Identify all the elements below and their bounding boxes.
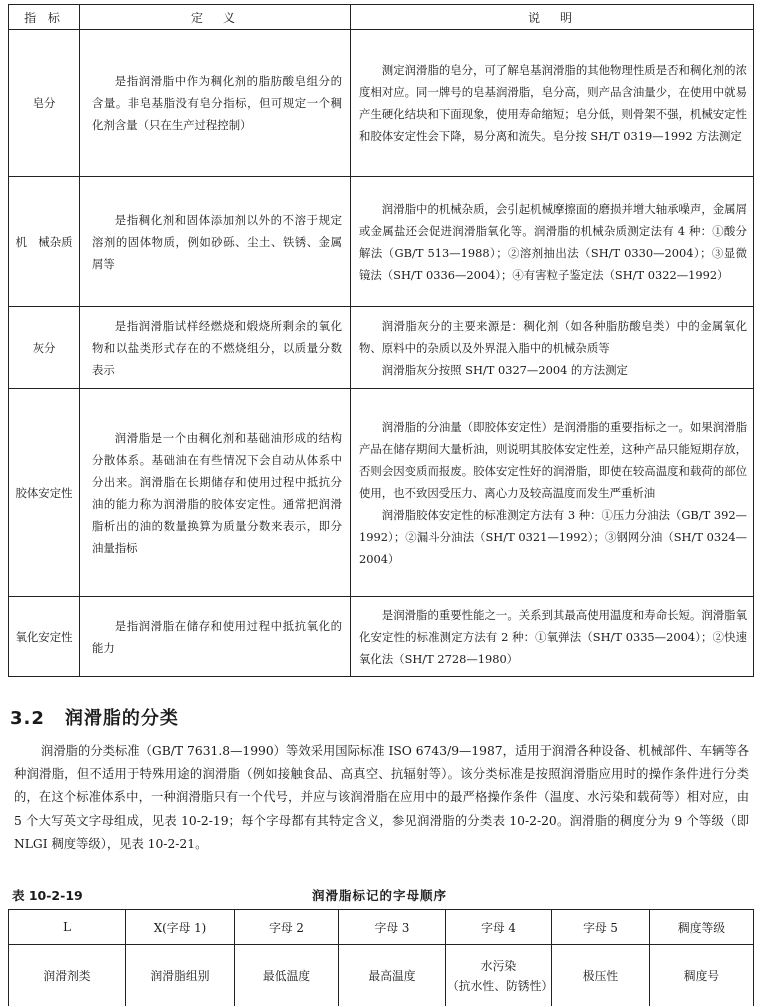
letter-cell: 极压性 [552,945,650,1007]
table-header-row [9,5,754,30]
row-indicator: 胶体安定性 [9,389,80,597]
letter-header-cell: X(字母 1) [126,910,235,945]
header-definition: 定 义 [80,5,351,30]
letter-header-cell: 字母 4 [446,910,552,945]
grease-indicator-table [8,4,754,677]
letter-table-header-row [9,910,754,945]
grease-letter-order-table [8,909,754,1006]
letter-header-cell: 稠度等级 [650,910,754,945]
row-definition: 润滑脂是一个由稠化剂和基础油形成的结构分散体系。基础油在有些情况下会自动从体系中分出来。润滑脂在长期储存和使用过程中抵抗分油的能力称为润滑脂的胶体安定性。通常把润滑脂析出的油的数量换算为质量分数来表示，即分油量指标 [80,389,351,597]
row-explanation [351,307,754,389]
table-row [9,177,754,307]
letter-header-cell: 字母 3 [339,910,446,945]
letter-cell-line: 水污染 [480,958,517,973]
letter-header-cell: L [9,910,126,945]
row-indicator: 灰分 [9,307,80,389]
row-definition: 是指稠化剂和固体添加剂以外的不溶于规定溶剂的固体物质，例如砂砾、尘土、铁锈、金属屑等 [80,177,351,307]
section-number: 3.2 [10,708,45,729]
row-explanation: 测定润滑脂的皂分，可了解皂基润滑脂的其他物理性质是否和稠化剂的浓度相对应。同一牌号的皂基润滑脂，皂分高，则产品含油量少，在使用中就易产生硬化结块和下面现象，使用寿命缩短；皂分低，则骨架不强，机械安定性和胶体安定性会下降，易分离和流失。皂分按 SH/T 0319—1992 方法测定 [351,30,754,177]
table-row [9,307,754,389]
letter-header-cell: 字母 5 [552,910,650,945]
section-title: 润滑脂的分类 [64,708,179,729]
row-indicator: 氧化安定性 [9,597,80,677]
row-definition: 是指润滑脂在储存和使用过程中抵抗氧化的能力 [80,597,351,677]
table-row [9,30,754,177]
header-indicator: 指 标 [9,5,80,30]
header-explanation: 说 明 [351,5,754,30]
row-explanation [351,389,754,597]
table-caption-title: 润滑脂标记的字母顺序 [312,888,448,903]
row-definition: 是指润滑脂试样经燃烧和煅烧所剩余的氧化物和以盐类形式存在的不燃烧组分，以质量分数表示 [80,307,351,389]
row-indicator: 机 械杂质 [9,177,80,307]
letter-cell: 最高温度 [339,945,446,1007]
letter-cell-line: （抗水性、防锈性） [447,978,554,993]
explanation-paragraph: 润滑脂灰分按照 SH/T 0327—2004 的方法测定 [381,362,628,377]
explanation-paragraph: 润滑脂灰分的主要来源是：稠化剂（如各种脂肪酸皂类）中的金属氧化物、原料中的杂质以及外界混入脂中的机械杂质等 [359,318,747,355]
row-definition: 是指润滑脂中作为稠化剂的脂肪酸皂组分的含量。非皂基脂没有皂分指标，但可规定一个稠化剂含量（只在生产过程控制） [80,30,351,177]
row-explanation: 是润滑脂的重要性能之一。关系到其最高使用温度和寿命长短。润滑脂氧化安定性的标准测定方法有 2 种：①氧弹法（SH/T 0335—2004）；②快速氧化法（SH/T 2728—1980） [351,597,754,677]
letter-cell: 润滑剂类 [9,945,126,1007]
letter-cell [446,945,552,1007]
explanation-paragraph: 润滑脂的分油量（即胶体安定性）是润滑脂的重要指标之一。如果润滑脂产品在储存期间大量析油，则说明其胶体安定性差，这种产品只能短期存放，否则会因变质而报废。胶体安定性好的润滑脂，即使在较高温度和载荷的部位使用，也不致因受压力、离心力及较高温度而发生严重析油 [359,419,747,500]
table-row [9,597,754,677]
row-indicator: 皂分 [9,30,80,177]
explanation-paragraph: 润滑脂胶体安定性的标准测定方法有 3 种：①压力分油法（GB/T 392—1992）；②漏斗分油法（SH/T 0321—1992）；③钢网分油（SH/T 0324—2004） [359,507,747,566]
section-body-paragraph: 润滑脂的分类标准（GB/T 7631.8—1990）等效采用国际标准 ISO 6743/9—1987，适用于润滑各种设备、机械部件、车辆等各种润滑脂，但不适用于特殊用途的润滑脂（例如接触食品、高真空、抗辐射等）。该分类标准是按照润滑脂应用时的操作条件进行分类的，在这个标准体系中，一种润滑脂只有一个代号，并应与该润滑脂在应用中的最严格操作条件（温度、水污染和载荷等）相对应，由 5 个大写英文字母组成，见表 10-2-19；每个字母都有其特定含义，参见润滑脂的分类表 10-2-20。润滑脂的稠度分为 9 个等级（即 NLGI 稠度等级），见表 10-2-21。 [14,744,749,851]
letter-cell: 润滑脂组别 [126,945,235,1007]
letter-header-cell: 字母 2 [235,910,339,945]
table-row [9,389,754,597]
letter-cell: 最低温度 [235,945,339,1007]
letter-cell: 稠度号 [650,945,754,1007]
section-heading [10,704,179,730]
table-caption-number: 表 10-2-19 [12,888,83,903]
letter-table-row [9,945,754,1007]
row-explanation: 润滑脂中的机械杂质，会引起机械摩擦面的磨损并增大轴承噪声，金属屑或金属盐还会促进润滑脂氧化等。润滑脂的机械杂质测定法有 4 种：①酸分解法（GB/T 513—1988）；②溶剂抽出法（SH/T 0330—2004）；③显微镜法（SH/T 0336—2004）；④有害粒子鉴定法（SH/T 0322—1992） [351,177,754,307]
